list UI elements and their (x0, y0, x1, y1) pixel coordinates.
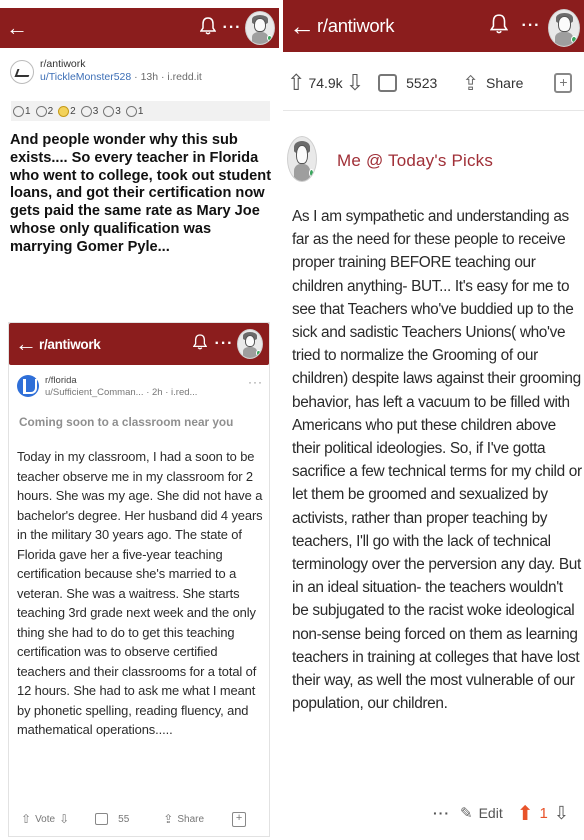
more-options-icon[interactable]: ··· (248, 375, 263, 389)
edit-button[interactable]: Edit (478, 805, 503, 821)
back-arrow-icon[interactable]: ← (15, 331, 37, 356)
left-screenshot (0, 0, 279, 840)
back-arrow-icon[interactable]: ← (289, 11, 315, 41)
vote-control[interactable] (287, 72, 364, 94)
comments-count: 55 (118, 813, 130, 825)
share-label: Share (177, 813, 205, 825)
inner-post-header (9, 365, 269, 409)
vote-control[interactable] (21, 812, 69, 826)
inner-bar-title: r/antiwork (39, 336, 101, 352)
subreddit-icon[interactable] (17, 375, 39, 397)
post-time: · 13h · i.redd.it (134, 71, 202, 83)
avatar[interactable] (548, 9, 580, 47)
inner-post-title: Coming soon to a classroom near you (19, 415, 234, 429)
upvote-icon[interactable]: ⇧ (21, 812, 32, 826)
downvote-icon[interactable]: ⇩ (59, 812, 70, 826)
comment-icon[interactable] (378, 74, 397, 92)
award-icon (103, 106, 114, 117)
post-time: · 2h · i.red... (146, 387, 198, 398)
post-action-bar (283, 64, 584, 102)
award: 2 (58, 106, 76, 117)
award-icon (81, 106, 92, 117)
post-author[interactable]: u/TickleMonster528 (40, 71, 132, 83)
upvote-icon[interactable]: ⬆ (516, 802, 534, 825)
share-icon[interactable]: ⇪ (462, 72, 480, 95)
award: 2 (36, 106, 54, 117)
post-header (10, 58, 272, 92)
award: 1 (126, 106, 144, 117)
inner-post-body: Today in my classroom, I had a soon to be teacher observe me in my classroom for 2 hours. She was my age. She did not have a bachelor's degree. Her husband did 4 years in the military 30 years ago. The state of Florida gave her a five-year teaching certification because she's married to a veteran. She was a waitress. She starts teaching 3rd grade next week and the only thing she had to do to get this teaching certification was to observe certified teachers and their classrooms for a total of 12 hours. She had to ask me what I meant by phonetic spelling, reading fluency, and mathematical operations..... (17, 449, 263, 737)
inner-post-meta (45, 375, 248, 409)
comment-score: 1 (539, 804, 548, 822)
more-options-icon[interactable]: ··· (433, 805, 450, 821)
avatar[interactable] (237, 329, 263, 359)
more-options-icon[interactable]: ··· (214, 335, 234, 352)
comment-body: As I am sympathetic and understanding as far as the need for these people to receive proper training BEFORE teaching our children anything- BUT... It's easy for me to see that Teachers who've buddied up to the sick and sadistic Teachers Unions( who've tried to normalize the Grooming of our children) despite laws against their grooming behavior, has left a vacuum to be filled with Americans who put these children above their political ideologies. So, if I've gotta sacrifice a few technical terms for my child or let them be groomed and sexualized by activists, rather than proper teaching by teachers, I'll go with the lack of technical terminology over the perversion any day. But in an ideal situation- the teachers wouldn't be subjugated to the racist woke ideological non-sense being forced on them as learning teachers in training at colleges that have lost their way, as well the most vulnerable of our population, our children. (292, 208, 582, 713)
share-icon: ⇪ (163, 812, 174, 826)
post-author[interactable]: u/Sufficient_Comman... (45, 387, 144, 398)
bell-icon[interactable] (189, 334, 211, 355)
downvote-icon[interactable]: ⇩ (553, 803, 569, 823)
downvote-icon[interactable]: ⇩ (345, 70, 365, 95)
divider (283, 110, 584, 111)
upvote-icon[interactable]: ⇧ (287, 70, 306, 95)
share-label[interactable]: Share (486, 75, 524, 91)
back-arrow-icon[interactable]: ← (6, 15, 28, 40)
award: 3 (103, 106, 121, 117)
post-meta (40, 58, 202, 92)
right-top-bar (283, 0, 584, 52)
subreddit-name[interactable]: r/antiwork (40, 58, 86, 70)
comment-icon (95, 813, 108, 825)
comment-action-bar (433, 800, 581, 826)
award-icon (58, 106, 69, 117)
comment-header (287, 136, 493, 182)
bell-icon[interactable] (197, 17, 219, 40)
right-bar-title: r/antiwork (317, 15, 395, 36)
commenter-avatar[interactable] (287, 136, 317, 182)
left-top-bar (0, 8, 279, 48)
comments-count: 5523 (406, 75, 438, 91)
more-options-icon[interactable]: ··· (222, 19, 242, 36)
comments-button[interactable] (95, 813, 129, 825)
embedded-screenshot (8, 322, 270, 837)
share-button[interactable] (163, 812, 204, 826)
bell-icon[interactable] (484, 14, 514, 39)
award-add-icon[interactable]: + (232, 812, 246, 827)
more-options-icon[interactable]: ··· (521, 17, 541, 34)
vote-count: 74.9k (308, 75, 343, 91)
award: 3 (81, 106, 99, 117)
pencil-icon: ✎ (460, 805, 473, 822)
awards-row[interactable] (11, 101, 270, 121)
inner-top-bar (9, 323, 269, 365)
avatar[interactable] (245, 11, 275, 45)
post-title[interactable]: And people wonder why this sub exists.... So every teacher in Florida who went to college, took out student loans, and got their certification now gets paid the same rate as Mary Joe whose only qualification was marrying Gomer Pyle... (10, 132, 272, 255)
award: 1 (13, 106, 31, 117)
vote-label: Vote (35, 813, 56, 825)
award-icon (126, 106, 137, 117)
subreddit-icon[interactable] (10, 60, 34, 84)
award-add-icon[interactable]: + (554, 73, 572, 93)
inner-action-bar (9, 808, 269, 830)
award-icon (13, 106, 24, 117)
award-icon (36, 106, 47, 117)
commenter-name[interactable]: Me @ Today's Picks (337, 151, 494, 170)
right-screenshot (283, 0, 584, 840)
subreddit-name[interactable]: r/florida (45, 375, 77, 386)
